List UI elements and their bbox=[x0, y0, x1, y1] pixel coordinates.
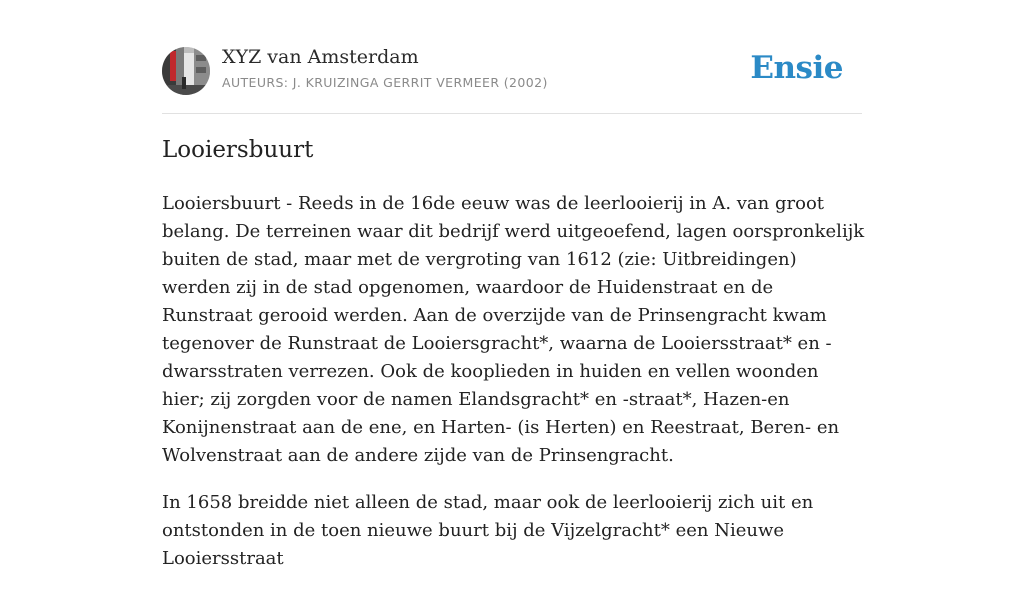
entry-title: Looiersbuurt bbox=[162, 137, 314, 163]
book-authors: AUTEURS: J. KRUIZINGA GERRIT VERMEER (2002) bbox=[222, 75, 548, 90]
entry-paragraph: Looiersbuurt - Reeds in de 16de eeuw was de leerlooierij in A. van groot belang. De terreinen waar dit bedrijf werd uitgeoefend, lagen oorspronkelijk buiten de stad, maar met de vergroting van 1612 (zie: Uitbreidingen) werden zij in de stad opgenomen, waardoor de Huidenstraat en de Runstraat gerooid werden. Aan de overzijde van de Prinsengracht kwam tegenover de Runstraat de Looiersgracht*, waarna de Looiersstraat* en -dwarsstraten verrezen. Ook de kooplieden in huiden en vellen woonden hier; zij zorgden voor de namen Elandsgracht* en -straat*, Hazen-en Konijnenstraat aan de ene, en Harten- (is Herten) en Reestraat, Beren- en Wolvenstraat aan de andere zijde van de Prinsengracht. bbox=[162, 193, 865, 466]
book-cover-avatar[interactable] bbox=[162, 47, 210, 95]
book-title[interactable]: XYZ van Amsterdam bbox=[222, 46, 419, 68]
book-header bbox=[162, 46, 862, 96]
ensie-logo-link[interactable]: Ensie bbox=[750, 50, 843, 86]
entry-content bbox=[162, 190, 866, 592]
entry-paragraph: In 1658 breidde niet alleen de stad, maar ook de leerlooierij zich uit en ontstonden in de toen nieuwe buurt bij de Vijzelgracht* een Nieuwe Looiersstraat bbox=[162, 492, 814, 569]
header-divider bbox=[162, 113, 862, 114]
book-cover-image bbox=[162, 47, 210, 95]
